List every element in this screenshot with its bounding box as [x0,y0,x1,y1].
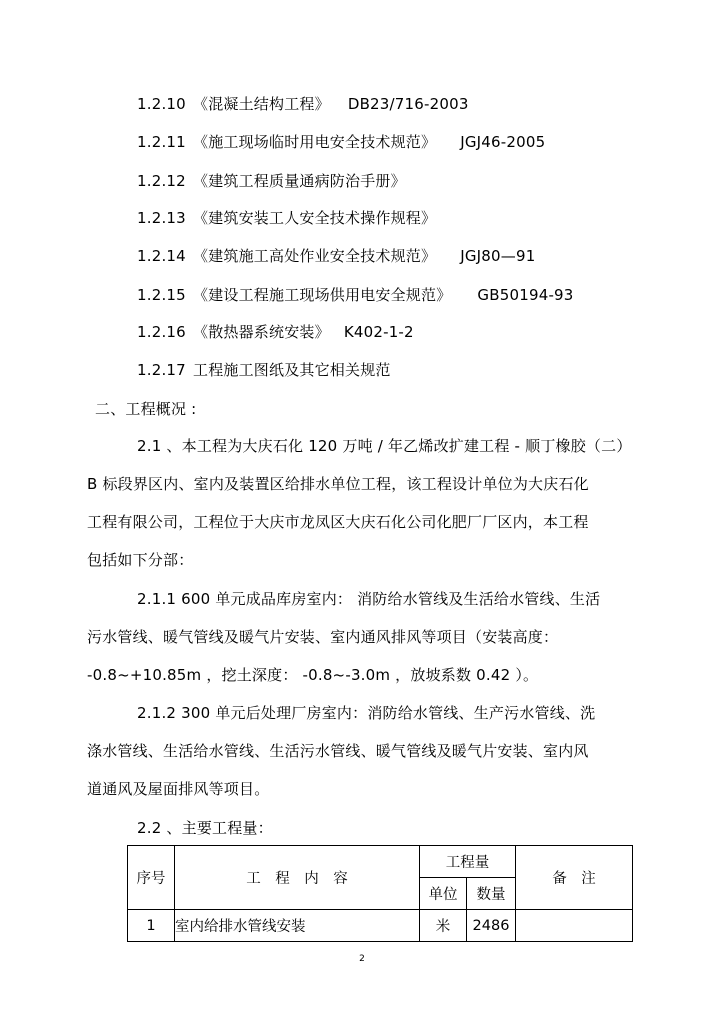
reference-item [137,132,545,152]
reference-number: 1.2.15 [137,286,186,304]
header-remark: 备 注 [516,846,633,910]
reference-title: 《建筑工程质量通病防治手册》 [193,172,406,190]
cell-content: 室内给排水管线安装 [175,910,420,942]
reference-title: 《混凝土结构工程》 [193,95,330,113]
reference-number: 1.2.10 [137,95,186,113]
cell-seq: 1 [128,910,175,942]
paragraph-line: -0.8~+10.85m ，挖土深度： -0.8~-3.0m ，放坡系数 0.42 ）。 [87,666,539,684]
reference-number: 1.2.11 [137,133,186,151]
paragraph-line: B 标段界区内、室内及装置区给排水单位工程，该工程设计单位为大庆石化 [87,475,589,493]
table-header-row [128,846,633,878]
reference-item [137,360,409,380]
paragraph-line: 2.1.1 600 单元成品库房室内： 消防给水管线及生活给水管线、生活 [137,590,601,608]
reference-number: 1.2.12 [137,172,186,190]
works-quantity-table [127,845,633,942]
cell-remark [516,910,633,942]
reference-code: K402-1-2 [343,323,414,341]
paragraph-line: 2.1.2 300 单元后处理厂房室内：消防给水管线、生产污水管线、洗 [137,704,596,722]
reference-number: 1.2.16 [137,323,186,341]
section-heading: 二、工程概况 : [95,400,197,418]
header-unit: 单位 [420,878,467,910]
reference-number: 1.2.17 [137,361,186,379]
reference-title: 《建设工程施工现场供用电安全规范》 [193,286,452,304]
table-row [128,910,633,942]
section-heading: 2.2 、主要工程量： [137,819,273,837]
header-amount: 数量 [467,878,516,910]
reference-title: 《散热器系统安装》 [193,323,330,341]
reference-item [137,208,454,228]
header-content: 工 程 内 容 [175,846,420,910]
paragraph-line: 道通风及屋面排风等项目。 [87,780,270,798]
reference-code: DB23/716-2003 [347,95,469,113]
cell-unit: 米 [420,910,467,942]
reference-item [137,94,469,114]
cell-amount: 2486 [467,910,516,942]
reference-code: JGJ80—91 [460,247,536,265]
paragraph-line: 涤水管线、生活给水管线、生活污水管线、暖气管线及暖气片安装、室内风 [87,742,589,760]
page-number: 2 [359,954,365,964]
reference-item [137,246,535,266]
reference-item [137,322,414,342]
paragraph-line: 2.1 、本工程为大庆石化 120 万吨 / 年乙烯改扩建工程 - 顺丁橡胶（二） [137,437,632,455]
paragraph-line: 工程有限公司，工程位于大庆市龙凤区大庆石化公司化肥厂厂区内，本工程 [87,513,589,531]
reference-title: 《建筑施工高处作业安全技术规范》 [193,247,437,265]
reference-item [137,171,424,191]
reference-item [137,285,574,305]
paragraph-line: 包括如下分部： [87,551,194,569]
reference-number: 1.2.14 [137,247,186,265]
header-quantity-group: 工程量 [420,846,516,878]
reference-title: 《施工现场临时用电安全技术规范》 [193,133,437,151]
reference-title: 《建筑安装工人安全技术操作规程》 [193,209,437,227]
reference-code: JGJ46-2005 [460,133,546,151]
paragraph-line: 污水管线、暖气管线及暖气片安装、室内通风排风等项目（安装高度： [87,628,559,646]
header-seq: 序号 [128,846,175,910]
reference-code: GB50194-93 [477,286,574,304]
reference-number: 1.2.13 [137,209,186,227]
reference-title: 工程施工图纸及其它相关规范 [193,361,391,379]
